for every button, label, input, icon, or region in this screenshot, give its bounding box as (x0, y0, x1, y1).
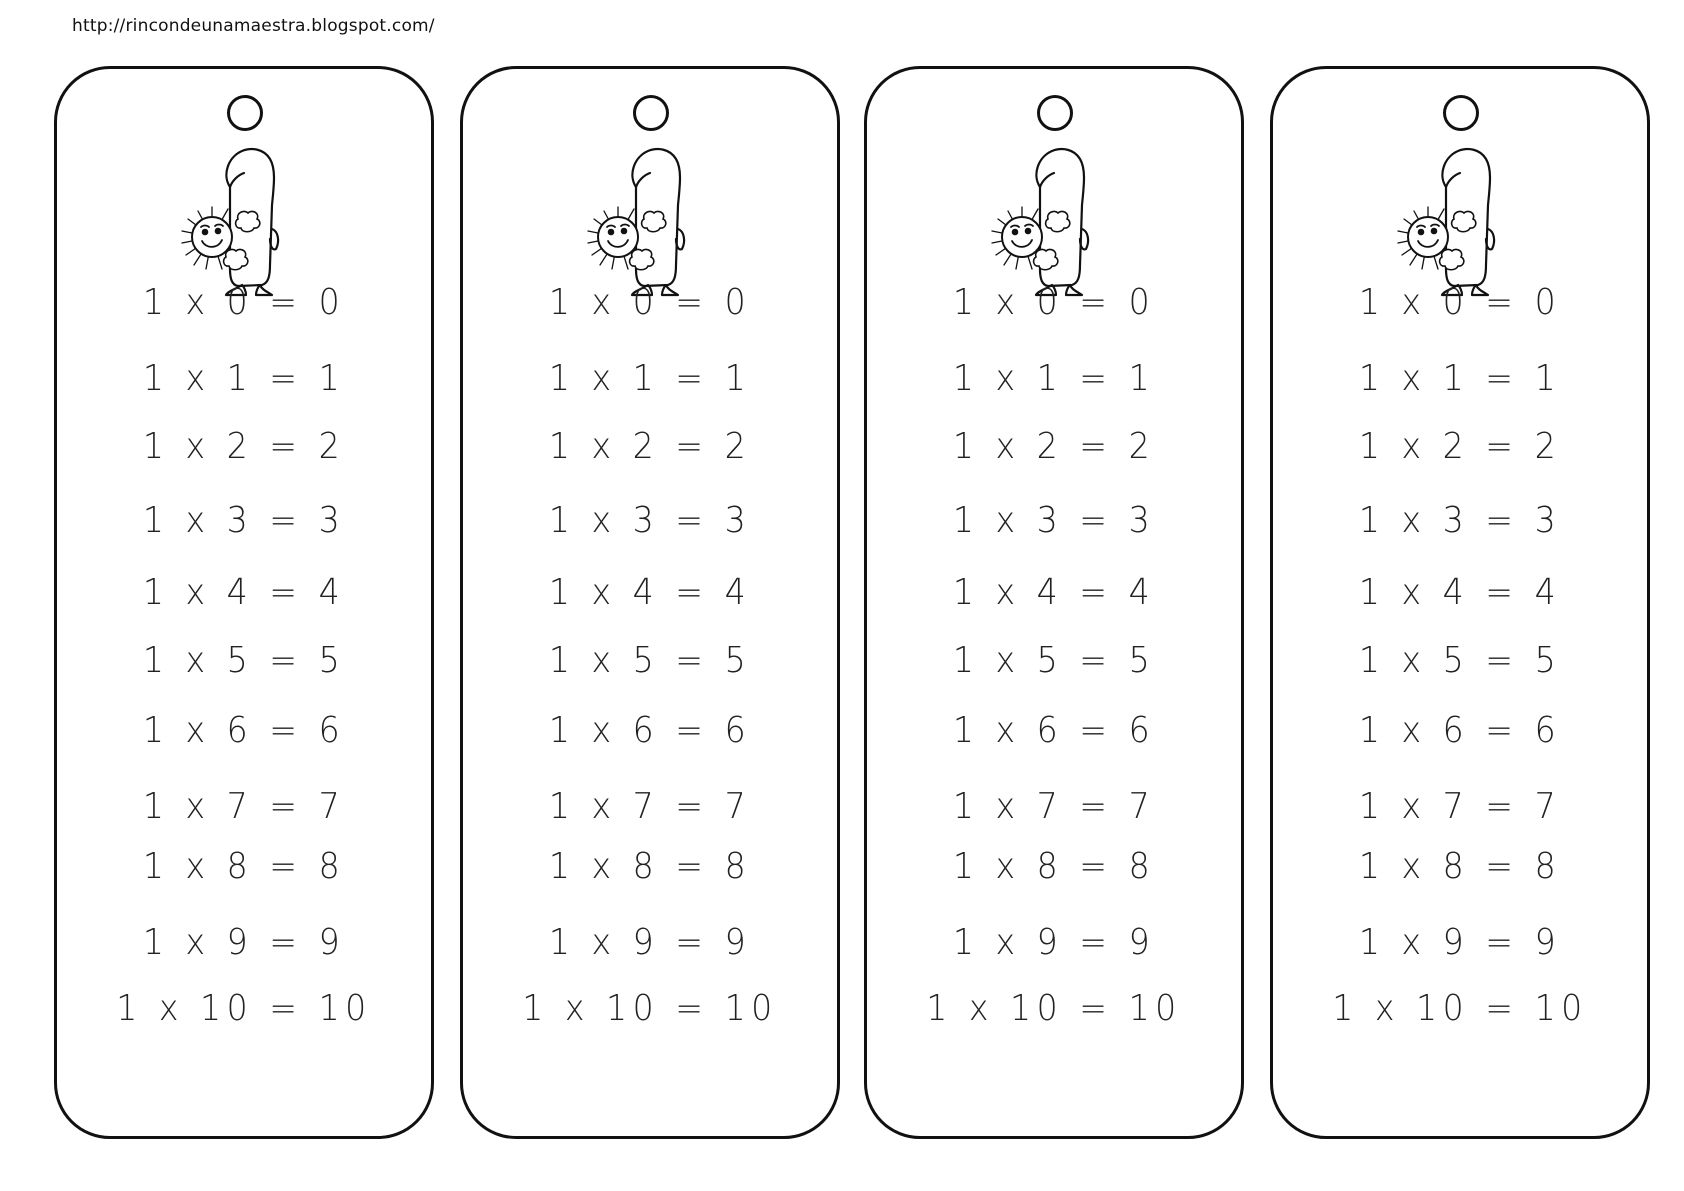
table-row: 1 x 9 = 9 (952, 922, 1156, 963)
table-row: 1 x 7 = 7 (952, 786, 1156, 827)
table-row: 1 x 0 = 0 (952, 282, 1156, 323)
table-row: 1 x 4 = 4 (142, 572, 346, 613)
table-row: 1 x 0 = 0 (142, 282, 346, 323)
table-row: 1 x 0 = 0 (1358, 282, 1562, 323)
table-row: 1 x 7 = 7 (142, 786, 346, 827)
table-row: 1 x 6 = 6 (142, 710, 346, 751)
table-row: 1 x 4 = 4 (952, 572, 1156, 613)
table-row: 1 x 8 = 8 (548, 846, 752, 887)
table-row: 1 x 1 = 1 (952, 358, 1156, 399)
table-row: 1 x 6 = 6 (548, 710, 752, 751)
number-one-sun-character-icon (578, 145, 702, 297)
table-row: 1 x 2 = 2 (548, 426, 752, 467)
table-row: 1 x 4 = 4 (1358, 572, 1562, 613)
table-row: 1 x 3 = 3 (952, 500, 1156, 541)
table-row: 1 x 6 = 6 (952, 710, 1156, 751)
number-one-sun-character-icon (982, 145, 1106, 297)
table-row: 1 x 3 = 3 (548, 500, 752, 541)
source-url: http://rincondeunamaestra.blogspot.com/ (72, 16, 435, 36)
punch-hole-icon (1037, 95, 1073, 131)
table-row: 1 x 10 = 10 (522, 988, 778, 1029)
punch-hole-icon (227, 95, 263, 131)
table-row: 1 x 5 = 5 (548, 640, 752, 681)
table-row: 1 x 8 = 8 (1358, 846, 1562, 887)
table-row: 1 x 1 = 1 (1358, 358, 1562, 399)
table-row: 1 x 5 = 5 (142, 640, 346, 681)
table-row: 1 x 1 = 1 (142, 358, 346, 399)
table-row: 1 x 1 = 1 (548, 358, 752, 399)
table-row: 1 x 9 = 9 (1358, 922, 1562, 963)
punch-hole-icon (1443, 95, 1479, 131)
bookmark-card (54, 66, 434, 1139)
punch-hole-icon (633, 95, 669, 131)
table-row: 1 x 2 = 2 (1358, 426, 1562, 467)
table-row: 1 x 3 = 3 (1358, 500, 1562, 541)
table-row: 1 x 9 = 9 (142, 922, 346, 963)
table-row: 1 x 8 = 8 (142, 846, 346, 887)
table-row: 1 x 5 = 5 (952, 640, 1156, 681)
table-row: 1 x 2 = 2 (952, 426, 1156, 467)
table-row: 1 x 7 = 7 (1358, 786, 1562, 827)
table-row: 1 x 9 = 9 (548, 922, 752, 963)
table-row: 1 x 3 = 3 (142, 500, 346, 541)
bookmark-card (1270, 66, 1650, 1139)
bookmark-card (460, 66, 840, 1139)
table-row: 1 x 5 = 5 (1358, 640, 1562, 681)
table-row: 1 x 2 = 2 (142, 426, 346, 467)
number-one-sun-character-icon (1388, 145, 1512, 297)
table-row: 1 x 10 = 10 (926, 988, 1182, 1029)
bookmark-card (864, 66, 1244, 1139)
table-row: 1 x 8 = 8 (952, 846, 1156, 887)
table-row: 1 x 10 = 10 (1332, 988, 1588, 1029)
table-row: 1 x 6 = 6 (1358, 710, 1562, 751)
table-row: 1 x 10 = 10 (116, 988, 372, 1029)
number-one-sun-character-icon (172, 145, 296, 297)
table-row: 1 x 7 = 7 (548, 786, 752, 827)
table-row: 1 x 4 = 4 (548, 572, 752, 613)
table-row: 1 x 0 = 0 (548, 282, 752, 323)
